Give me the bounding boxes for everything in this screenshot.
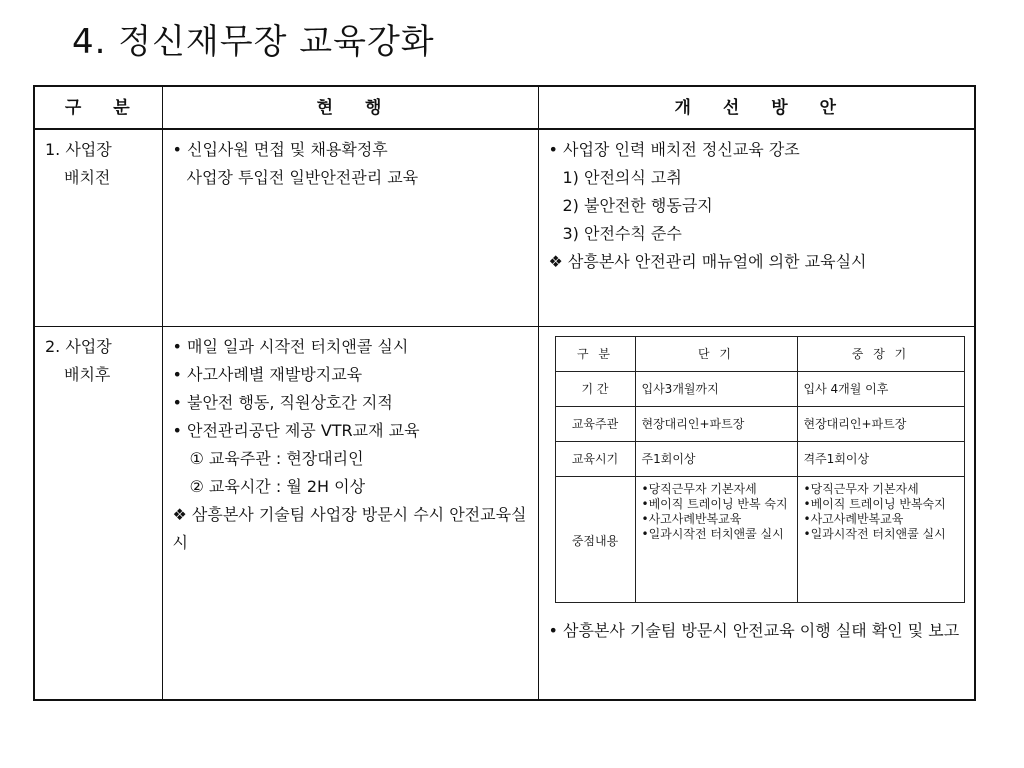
improvement-item: 1) 안전의식 고취	[562, 168, 682, 188]
plan-table	[33, 85, 976, 701]
improvement-item: 3) 안전수칙 준수	[562, 224, 682, 244]
current-item: 사업장 투입전 일반안전관리 교육	[186, 168, 419, 188]
schedule-long	[797, 477, 964, 603]
row-improvement	[538, 327, 975, 700]
schedule-row	[555, 442, 964, 477]
focus-item: •베이직 트레이닝 반복숙지	[803, 497, 946, 512]
schedule-header: 단 기	[635, 337, 797, 372]
improvement-note: • 삼흥본사 기술팀 방문시 안전교육 이행 실태 확인 및 보고	[548, 621, 960, 641]
schedule-row	[555, 407, 964, 442]
current-item: • 불안전 행동, 직원상호간 지적	[172, 393, 393, 413]
focus-item: •일과시작전 터치앤콜 실시	[641, 527, 784, 542]
current-item: • 신입사원 면접 및 채용확정후	[172, 140, 388, 160]
schedule-long: 입사 4개월 이후	[797, 372, 964, 407]
row-current	[162, 327, 538, 700]
focus-item: •사고사례반복교육	[803, 512, 904, 527]
focus-item: •베이직 트레이닝 반복 숙지	[641, 497, 788, 512]
focus-item: •당직근무자 기본자세	[803, 482, 919, 497]
row-current	[162, 129, 538, 326]
header-category: 구 분	[34, 86, 162, 129]
category-line: 2. 사업장	[45, 337, 112, 357]
row-category	[34, 327, 162, 700]
schedule-label: 교육시기	[555, 442, 635, 477]
schedule-short: 현장대리인+파트장	[635, 407, 797, 442]
improvement-item: ❖ 삼흥본사 안전관리 매뉴얼에 의한 교육실시	[548, 252, 867, 272]
header-improvement: 개 선 방 안	[538, 86, 975, 129]
schedule-label: 기 간	[555, 372, 635, 407]
category-line: 1. 사업장	[45, 140, 112, 160]
page-title: 4. 정신재무장 교육강화	[72, 22, 435, 62]
schedule-short: 주1회이상	[635, 442, 797, 477]
current-item: ② 교육시간 : 월 2H 이상	[189, 477, 366, 497]
row-category	[34, 129, 162, 326]
focus-item: •당직근무자 기본자세	[641, 482, 757, 497]
current-item: ❖ 삼흥본사 기술팀 사업장 방문시 수시 안전교육실시	[172, 505, 527, 553]
schedule-table	[555, 336, 965, 603]
focus-item: •사고사례반복교육	[641, 512, 742, 527]
schedule-long: 격주1회이상	[797, 442, 964, 477]
table-row	[34, 327, 975, 700]
improvement-item: 2) 불안전한 행동금지	[562, 196, 713, 216]
improvement-item: • 사업장 인력 배치전 정신교육 강조	[548, 140, 800, 160]
schedule-label: 교육주관	[555, 407, 635, 442]
schedule-header-row	[555, 337, 964, 372]
table-header-row	[34, 86, 975, 129]
table-row	[34, 129, 975, 326]
schedule-header: 구 분	[555, 337, 635, 372]
focus-item: •일과시작전 터치앤콜 실시	[803, 527, 946, 542]
header-current: 현 행	[162, 86, 538, 129]
current-item: ① 교육주관 : 현장대리인	[189, 449, 364, 469]
schedule-long: 현장대리인+파트장	[797, 407, 964, 442]
schedule-row	[555, 372, 964, 407]
schedule-header: 중 장 기	[797, 337, 964, 372]
category-line: 배치후	[64, 365, 111, 385]
row-improvement	[538, 129, 975, 326]
category-line: 배치전	[64, 168, 111, 188]
current-item: • 사고사례별 재발방지교육	[172, 365, 363, 385]
schedule-short: 입사3개월까지	[635, 372, 797, 407]
schedule-row	[555, 477, 964, 603]
schedule-short	[635, 477, 797, 603]
current-item: • 안전관리공단 제공 VTR교재 교육	[172, 421, 420, 441]
schedule-label: 중점내용	[555, 477, 635, 603]
current-item: • 매일 일과 시작전 터치앤콜 실시	[172, 337, 409, 357]
